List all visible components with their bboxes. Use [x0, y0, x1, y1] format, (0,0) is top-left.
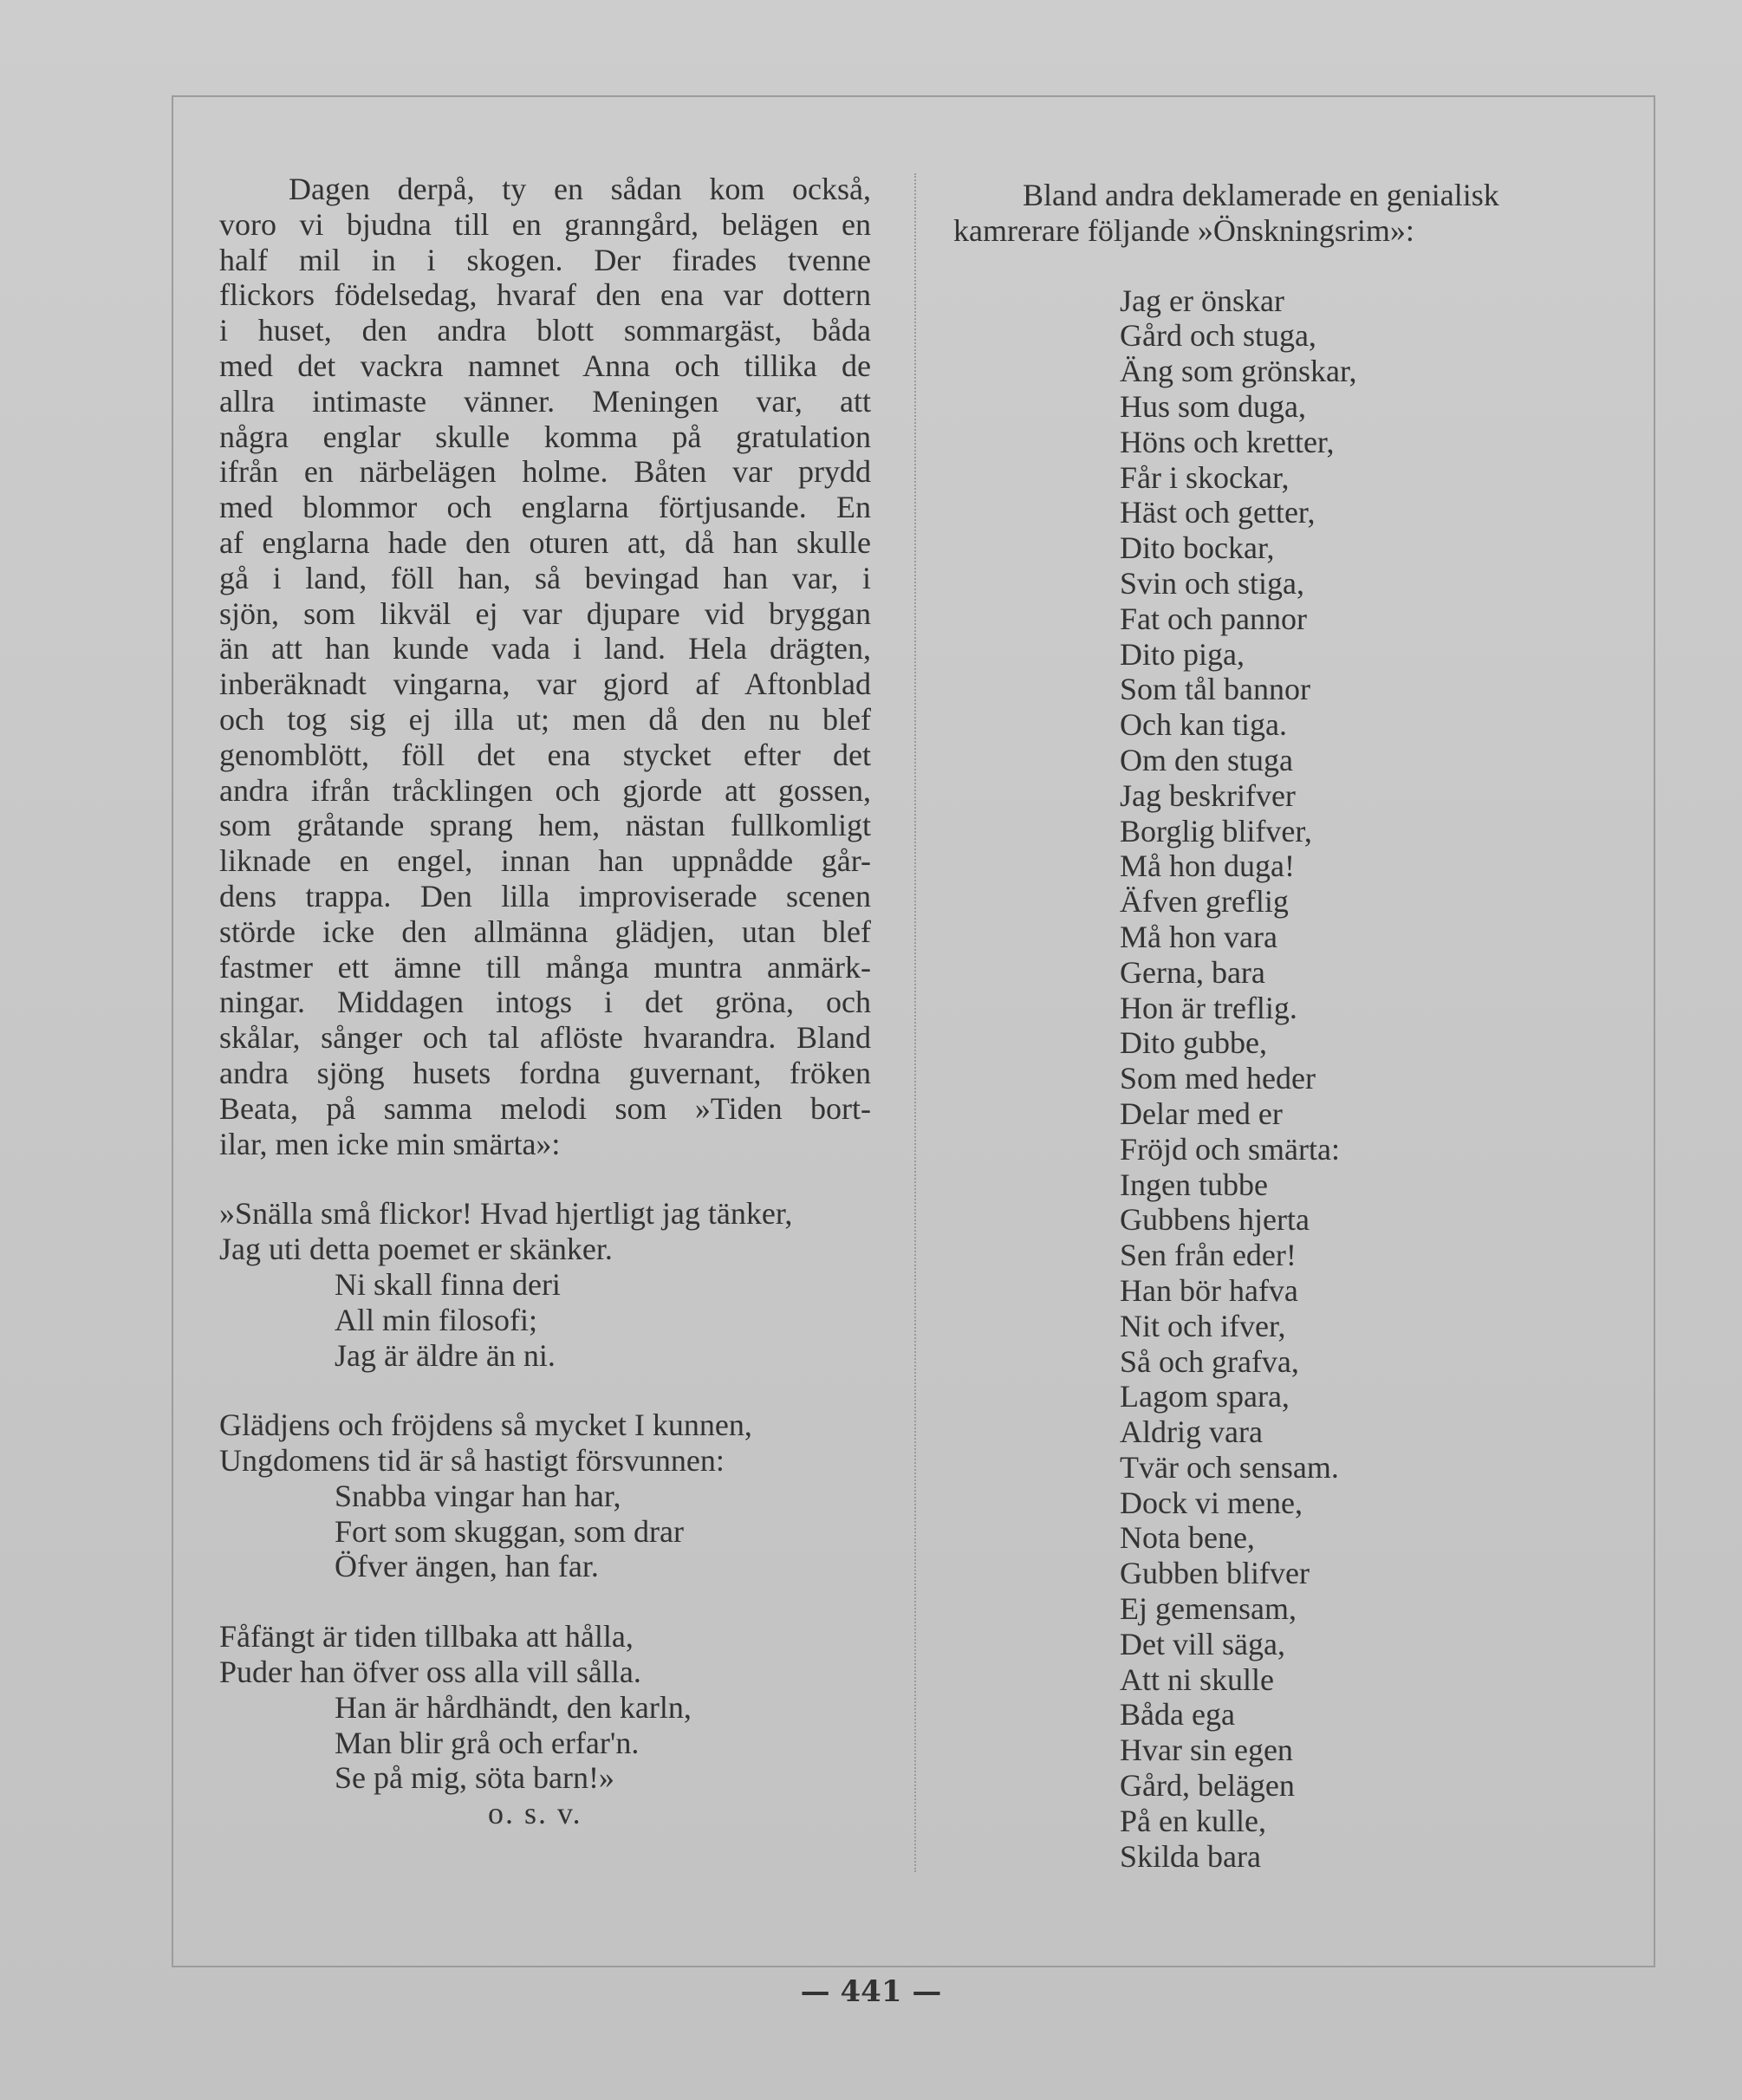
song-stanza [219, 1619, 871, 1796]
poem-line: Jag beskrifver [1120, 777, 1296, 813]
poem-line: Dito piga, [1120, 636, 1245, 672]
poem-line: Jag er önskar [1120, 283, 1284, 318]
paragraph-line: Beata, på samma melodi som »Tiden bort- [219, 1090, 871, 1126]
verse-line: Puder han öfver oss alla vill sålla. [219, 1655, 641, 1690]
poem-line: Gubben blifver [1120, 1556, 1310, 1591]
song-stanza [219, 1408, 871, 1584]
verse-line: Jag uti detta poemet er skänker. [219, 1232, 613, 1267]
verse-line: Ungdomens tid är så hastigt försvunnen: [219, 1443, 725, 1479]
paragraph-line: genomblött, föll det ena stycket efter det [219, 737, 871, 772]
intro-line: Bland andra deklamerade en genialisk [1023, 178, 1499, 212]
onskningsrim-poem [953, 283, 1612, 1875]
poem-line: Sen från eder! [1120, 1238, 1297, 1273]
poem-line: Tvär och sensam. [1120, 1449, 1339, 1485]
paragraph-line: liknade en engel, innan han uppnådde går- [219, 843, 871, 879]
signoff: o. s. v. [488, 1796, 582, 1831]
paragraph-line: med det vackra namnet Anna och tillika de [219, 348, 871, 383]
poem-line: Om den stuga [1120, 742, 1293, 777]
verse-line: Glädjens och fröjdens så mycket I kunnen, [219, 1408, 752, 1443]
verse-line: All min filosofi; [335, 1302, 537, 1337]
verse-line: Snabba vingar han har, [335, 1478, 621, 1513]
right-intro [953, 178, 1612, 249]
paragraph-line: sjön, som likväl ej var djupare vid bryggan [219, 595, 871, 631]
poem-line: Att ni skulle [1120, 1661, 1274, 1697]
poem-line: Fröjd och smärta: [1120, 1131, 1340, 1167]
poem-line: Han bör hafva [1120, 1272, 1298, 1308]
verse-line: Han är hårdhändt, den karln, [335, 1689, 692, 1725]
poem-line: Dito bockar, [1120, 530, 1275, 566]
poem-line: Lagom spara, [1120, 1379, 1290, 1414]
poem-line: Gård, belägen [1120, 1768, 1295, 1804]
paragraph-line: med blommor och englarna förtjusande. En [219, 490, 871, 525]
poem-line: Svin och stiga, [1120, 565, 1304, 601]
paragraph-line: andra sjöng husets fordna guvernant, fröken [219, 1055, 871, 1090]
poem-line: Båda ega [1120, 1697, 1235, 1733]
poem-line: Gerna, bara [1120, 954, 1265, 990]
paragraph-line: än att han kunde vada i land. Hela drägten, [219, 631, 871, 666]
left-column [219, 172, 871, 1831]
paragraph-line: fastmer ett ämne till många muntra anmärk- [219, 949, 871, 985]
intro-line: kamrerare följande »Önskningsrim»: [953, 212, 1414, 248]
poem-line: Som med heder [1120, 1061, 1316, 1096]
verse-line: Öfver ängen, han far. [335, 1549, 599, 1584]
poem-line: Ingen tubbe [1120, 1167, 1268, 1202]
poem-line: Dito gubbe, [1120, 1025, 1267, 1061]
poem-line: Som tål bannor [1120, 672, 1310, 707]
poem-line: Och kan tiga. [1120, 707, 1287, 743]
paragraph-line: störde icke den allmänna glädjen, utan blef [219, 913, 871, 949]
verse-line: Fort som skuggan, som drar [335, 1513, 684, 1549]
paragraph-line: inberäknadt vingarna, var gjord af Aftonblad [219, 666, 871, 702]
paragraph-line: och tog sig ej illa ut; men då den nu blef [219, 701, 871, 737]
poem-line: Må hon duga! [1120, 848, 1295, 884]
poem-line: Borglig blifver, [1120, 813, 1312, 848]
poem-line: På en kulle, [1120, 1803, 1266, 1838]
left-paragraph [219, 172, 871, 1161]
paragraph-line: ifrån en närbelägen holme. Båten var prydd [219, 454, 871, 490]
poem-line: Det vill säga, [1120, 1626, 1285, 1661]
poem-line: Aldrig vara [1120, 1414, 1263, 1450]
page-number: — 441 — [800, 1974, 942, 2009]
paragraph-line: voro vi bjudna till en granngård, belägen en [219, 206, 871, 242]
poem-line: Får i skockar, [1120, 459, 1290, 495]
verse-line: Man blir grå och erfar'n. [335, 1725, 640, 1760]
poem-line: Nit och ifver, [1120, 1308, 1286, 1343]
paragraph-line: ningar. Middagen intogs i det gröna, och [219, 985, 871, 1020]
poem-line: Nota bene, [1120, 1520, 1255, 1556]
poem-line: Gubbens hjerta [1120, 1202, 1310, 1238]
poem-line: Höns och kretter, [1120, 424, 1335, 459]
right-column [953, 178, 1612, 1874]
poem-line: Delar med er [1120, 1096, 1283, 1131]
poem-line: Skilda bara [1120, 1838, 1261, 1874]
poem-line: Gård och stuga, [1120, 318, 1316, 354]
paragraph-line: gå i land, föll han, så bevingad han var, i [219, 560, 871, 595]
column-divider [914, 173, 916, 1872]
song-stanza [219, 1196, 871, 1373]
poem-line: Äfven greflig [1120, 884, 1289, 920]
paragraph-line: ilar, men icke min smärta»: [219, 1126, 561, 1161]
song-poem [219, 1196, 871, 1796]
paragraph-line: dens trappa. Den lilla improviserade scenen [219, 878, 871, 913]
poem-line: Ej gemensam, [1120, 1591, 1297, 1627]
paragraph-line: i huset, den andra blott sommargäst, båda [219, 313, 871, 348]
poem-line: Hus som duga, [1120, 388, 1306, 424]
paragraph-line: några englar skulle komma på gratulation [219, 419, 871, 454]
paragraph-line: Dagen derpå, ty en sådan kom också, [289, 172, 871, 206]
poem-line: Må hon vara [1120, 919, 1277, 954]
paragraph-line: half mil in i skogen. Der firades tvenne [219, 242, 871, 277]
verse-line: Fåfängt är tiden tillbaka att hålla, [219, 1619, 634, 1655]
poem-line: Hvar sin egen [1120, 1733, 1293, 1768]
paragraph-line: allra intimaste vänner. Meningen var, att [219, 383, 871, 419]
poem-line: Äng som grönskar, [1120, 354, 1357, 389]
paragraph-line: andra ifrån tråcklingen och gjorde att gossen, [219, 772, 871, 808]
verse-line: Ni skall finna deri [335, 1266, 561, 1302]
poem-line: Häst och getter, [1120, 495, 1316, 530]
poem-line: Hon är treflig. [1120, 990, 1297, 1025]
poem-line: Så och grafva, [1120, 1343, 1299, 1379]
paragraph-line: af englarna hade den oturen att, då han skulle [219, 524, 871, 560]
paragraph-line: flickors födelsedag, hvaraf den ena var dottern [219, 277, 871, 313]
poem-line: Dock vi mene, [1120, 1485, 1303, 1520]
verse-line: »Snälla små flickor! Hvad hjertligt jag tänker, [219, 1196, 793, 1232]
verse-line: Jag är äldre än ni. [335, 1337, 556, 1373]
poem-line: Fat och pannor [1120, 601, 1307, 636]
verse-line: Se på mig, söta barn!» [335, 1760, 614, 1796]
paragraph-line: som gråtande sprang hem, nästan fullkomligt [219, 808, 871, 843]
paragraph-line: skålar, sånger och tal aflöste hvarandra. Bland [219, 1020, 871, 1056]
